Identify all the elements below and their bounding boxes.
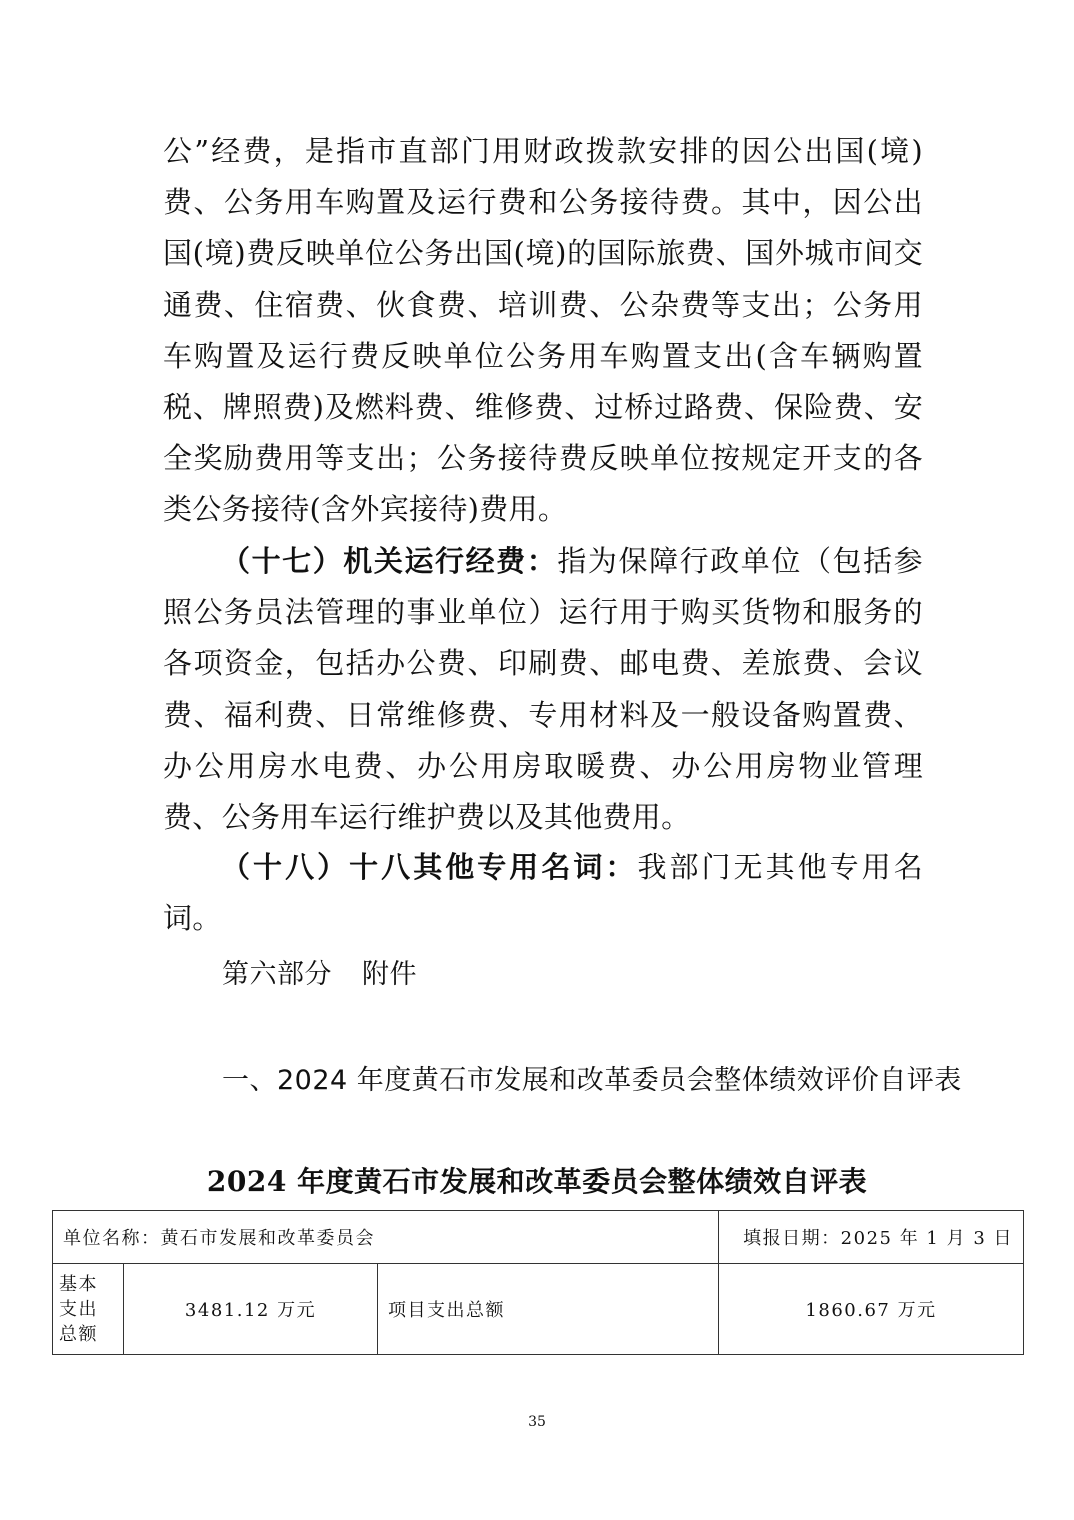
project-expense-value-cell: 1860.67 万元	[719, 1264, 1024, 1355]
page-number: 35	[528, 1414, 546, 1430]
term-heading: （十八）十八其他专用名词：	[221, 850, 638, 884]
term-heading: （十七）机关运行经费：	[221, 544, 558, 578]
term-definition: 指为保障行政单位（包括参照公务员法管理的事业单位）运行用于购买货物和服务的各项资金，包括办公费、印刷费、邮电费、差旅费、会议费、福利费、日常维修费、专用材料及一般设备购置费、办公用房水电费、办公用房取暖费、办公用房物业管理费、公务用车运行维护费以及其他费用。	[163, 544, 923, 835]
paragraph-sangong-definition	[163, 126, 923, 536]
paragraph-operating-expenses	[163, 536, 923, 843]
table-title: 2024 年度黄石市发展和改革委员会整体绩效自评表	[206, 1165, 868, 1198]
table-row	[53, 1264, 1024, 1355]
performance-self-evaluation-table	[52, 1210, 1024, 1355]
section-heading-part6	[222, 952, 417, 991]
basic-expense-label-cell: 基本支出总额	[53, 1264, 124, 1355]
basic-expense-value-cell: 3481.12 万元	[124, 1264, 378, 1355]
attachment-heading: 一、2024 年度黄石市发展和改革委员会整体绩效评价自评表	[222, 1065, 962, 1096]
fill-date-cell: 填报日期：2025 年 1 月 3 日	[719, 1211, 1024, 1264]
part-label: 第六部分	[222, 959, 332, 990]
term-definition: 我部门无其他专用名词。	[163, 850, 924, 936]
paragraph-text: 公”经费，是指市直部门用财政拨款安排的因公出国(境)费、公务用车购置及运行费和公务接待费。其中，因公出国(境)费反映单位公务出国(境)的国际旅费、国外城市间交通费、住宿费、伙食费、培训费、公杂费等支出；公务用车购置及运行费反映单位公务用车购置支出(含车辆购置税、牌照费)及燃料费、维修费、过桥过路费、保险费、安全奖励费用等支出；公务接待费反映单位按规定开支的各类公务接待(含外宾接待)费用。	[163, 134, 923, 527]
unit-name-cell: 单位名称：黄石市发展和改革委员会	[53, 1211, 719, 1264]
part-title: 附件	[362, 959, 417, 990]
table-row	[53, 1211, 1024, 1264]
project-expense-label-cell: 项目支出总额	[378, 1264, 719, 1355]
paragraph-other-terms	[163, 842, 923, 944]
